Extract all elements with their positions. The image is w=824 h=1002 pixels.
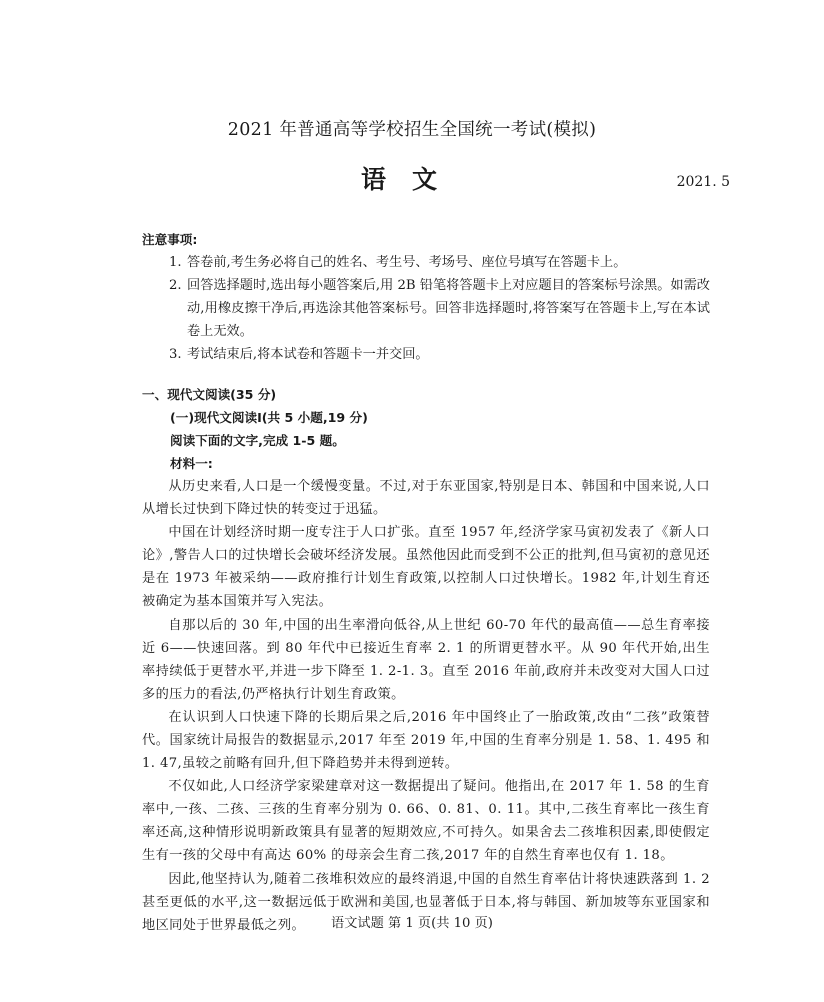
passage-paragraph: 自那以后的 30 年,中国的出生率滑向低谷,从上世纪 60-70 年代的最高值——总生育率接近 6——快速回落。到 80 年代中已接近生育率 2. 1 的所谓更替水平。从 90 年代开始,出生率持续低于更替水平,并进一步下降至 1. 2-1. 3。直至 2016 年前,政府并未改变对大国人口过多的压力的看法,仍严格执行计划生育政策。: [142, 617, 710, 702]
notice-item: [142, 274, 710, 343]
passage-paragraph: 中国在计划经济时期一度专注于人口扩张。直至 1957 年,经济学家马寅初发表了《新人口论》,警告人口的过快增长会破坏经济发展。虽然他因此而受到不公正的批判,但马寅初的意见还是在 1973 年被采纳——政府推行计划生育政策,以控制人口过快增长。1982 年,计划生育还被确定为基本国策并写入宪法。: [142, 525, 710, 610]
notice-list: [142, 251, 710, 366]
exam-date: 2021. 5: [676, 174, 730, 190]
exam-title: 2021 年普通高等学校招生全国统一考试(模拟): [227, 120, 597, 140]
passage-paragraph: 不仅如此,人口经济学家梁建章对这一数据提出了疑问。他指出,在 2017 年 1. 58 的生育率中,一孩、二孩、三孩的生育率分别为 0. 66、0. 81、0. 11。其中,二孩生育率比一孩生育率还高,这种情形说明新政策具有显著的短期效应,不可持久。如果舍去二孩堆积因素,即使假定生有一孩的父母中有高达 60% 的母亲会生育二孩,2017 年的自然生育率也仅有 1. 18。: [142, 779, 710, 864]
notice-heading: 注意事项:: [142, 232, 198, 247]
material-label: 材料一:: [170, 455, 213, 471]
passage-paragraph: 因此,他坚持认为,随着二孩堆积效应的最终消退,中国的自然生育率估计将快速跌落到 1. 2 甚至更低的水平,这一数据远低于欧洲和美国,也显著低于日本,将与韩国、新加坡等东亚国家和地区同处于世界最低之列。: [142, 871, 710, 933]
passage-paragraph: 从历史来看,人口是一个缓慢变量。不过,对于东亚国家,特别是日本、韩国和中国来说,人口从增长过快到下降过快的转变过于迅猛。: [142, 478, 710, 518]
notice-number: 2.: [169, 278, 182, 294]
reading-instruction: 阅读下面的文字,完成 1-5 题。: [170, 432, 345, 448]
page-content: [142, 228, 710, 937]
notice-item: [142, 343, 710, 366]
notice-text: 回答选择题时,选出每小题答案后,用 2B 铅笔将答题卡上对应题目的答案标号涂黑。如需改动,用橡皮擦干净后,再选涂其他答案标号。回答非选择题时,将答案写在答题卡上,写在本试卷上无效。: [187, 278, 710, 340]
notice-number: 3.: [169, 347, 182, 363]
notice-number: 1.: [169, 255, 182, 271]
section-heading: 一、现代文阅读(35 分): [142, 386, 277, 402]
subsection-heading: (一)现代文阅读Ⅰ(共 5 小题,19 分): [170, 409, 368, 425]
subject-title: 语文: [360, 165, 463, 194]
page-footer: 语文试题 第 1 页(共 10 页): [331, 916, 493, 931]
notice-item: [142, 251, 710, 274]
passage-paragraph: 在认识到人口快速下降的长期后果之后,2016 年中国终止了一胎政策,改由“二孩”政策替代。国家统计局报告的数据显示,2017 年至 2019 年,中国的生育率分别是 1. 58、1. 495 和 1. 47,虽较之前略有回升,但下降趋势并未得到逆转。: [142, 709, 710, 772]
notice-text: 答卷前,考生务必将自己的姓名、考生号、考场号、座位号填写在答题卡上。: [187, 255, 627, 271]
notice-text: 考试结束后,将本试卷和答题卡一并交回。: [187, 347, 429, 363]
